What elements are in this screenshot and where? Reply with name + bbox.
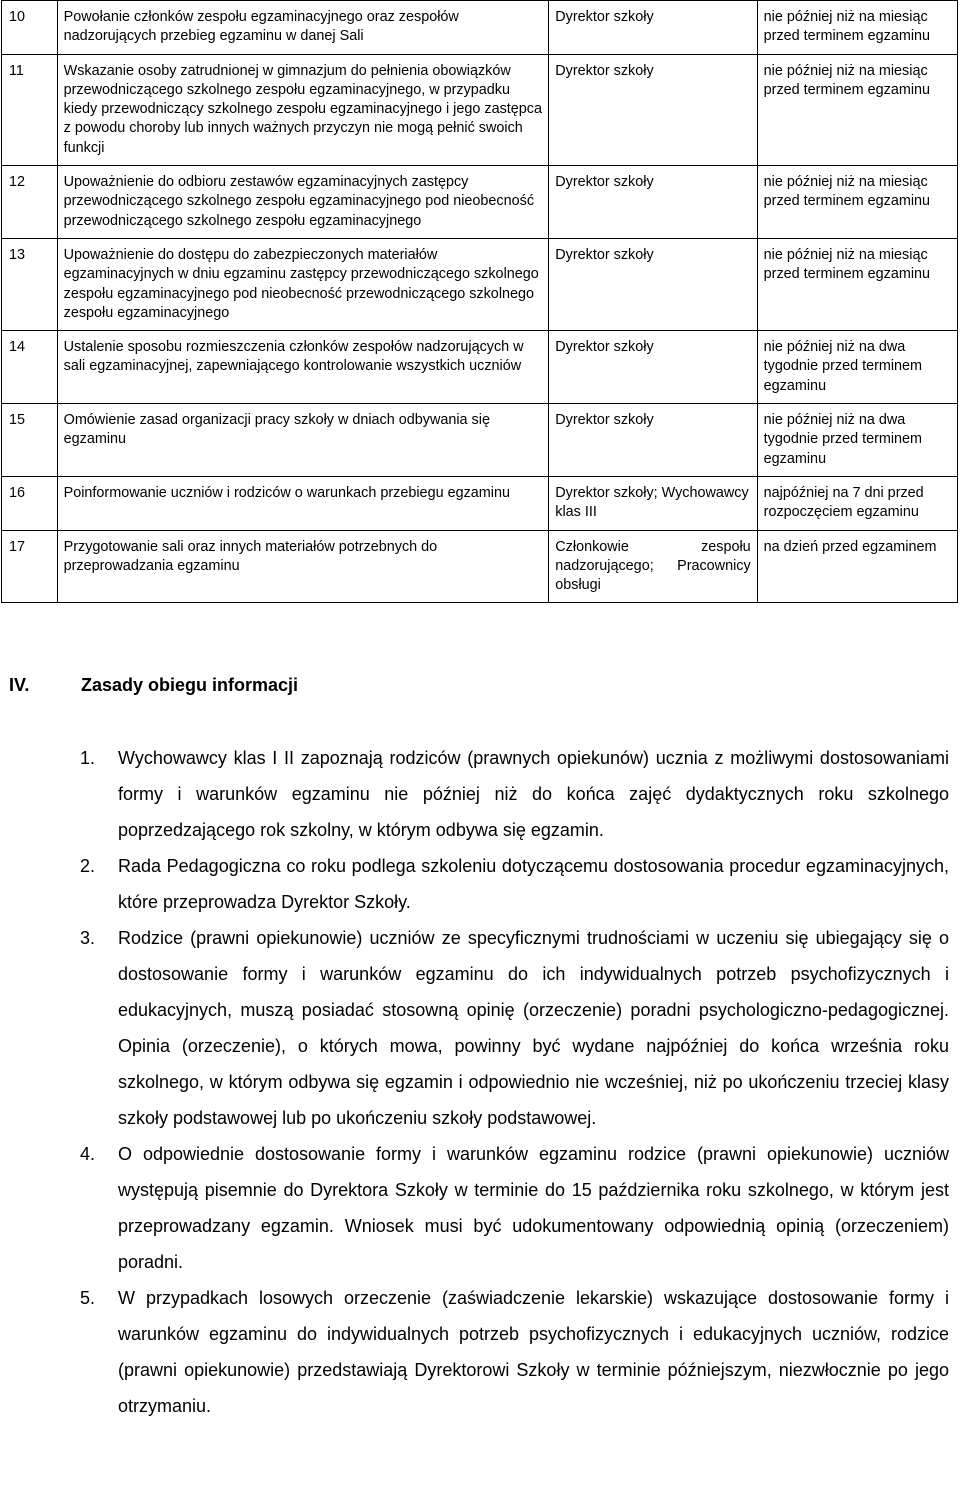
responsible-person: Dyrektor szkoły	[549, 54, 757, 165]
task-description: Wskazanie osoby zatrudnionej w gimnazjum do pełnienia obowiązków przewodniczącego szkolnego zespołu egzaminacyjnego, w przypadku kiedy przewodniczący szkolnego zespołu egzaminacyjnego i jego zastępca z powodu choroby lub innych ważnych przyczyn nie mogą pełnić swoich funkcji	[57, 54, 549, 165]
section-number: IV.	[9, 675, 30, 695]
table-row	[2, 238, 958, 330]
deadline: nie później niż na dwa tygodnie przed terminem egzaminu	[757, 331, 957, 404]
deadline: na dzień przed egzaminem	[757, 530, 957, 603]
list-item	[80, 920, 949, 1136]
rule-number: 5.	[80, 1288, 96, 1308]
rule-text: Rodzice (prawni opiekunowie) uczniów ze specyficznymi trudnościami w uczeniu się ubiegający się o dostosowanie formy i warunków egzaminu do ich indywidualnych potrzeb psychofizycznych i edukacyjnych, muszą posiadać stosowną opinię (orzeczenie) poradni psychologiczno-pedagogicznej. Opinia (orzeczenie), o których mowa, powinny być wydane najpóźniej do końca września roku szkolnego, w którym odbywa się egzamin i odpowiednio nie wcześniej, niż po ukończeniu trzeciej klasy szkoły podstawowej lub po ukończeniu szkoły podstawowej.	[118, 928, 949, 1128]
row-number: 15	[2, 404, 58, 477]
table-row	[2, 166, 958, 239]
section-heading	[9, 675, 298, 696]
responsible-person: Dyrektor szkoły	[549, 404, 757, 477]
responsible-person: Członkowie zespołu nadzorującego; Pracownicy obsługi	[549, 530, 757, 603]
rule-text: W przypadkach losowych orzeczenie (zaświadczenie lekarskie) wskazujące dostosowanie formy i warunków egzaminu do indywidualnych potrzeb psychofizycznych i edukacyjnych uczniów, rodzice (prawni opiekunowie) przedstawiają Dyrektorowi Szkoły w terminie późniejszym, niezwłocznie po jego otrzymaniu.	[118, 1288, 949, 1416]
list-item	[80, 1280, 949, 1424]
rule-number: 1.	[80, 748, 96, 768]
table-row	[2, 404, 958, 477]
deadline: nie później niż na miesiąc przed terminem egzaminu	[757, 1, 957, 55]
section-title: Zasady obiegu informacji	[81, 675, 299, 695]
list-item	[80, 1136, 949, 1280]
row-number: 13	[2, 238, 58, 330]
responsible-person: Dyrektor szkoły	[549, 166, 757, 239]
task-description: Ustalenie sposobu rozmieszczenia członków zespołów nadzorujących w sali egzaminacyjnej, zapewniającego kontrolowanie wszystkich uczniów	[57, 331, 549, 404]
task-description: Upoważnienie do odbioru zestawów egzaminacyjnych zastępcy przewodniczącego szkolnego zespołu egzaminacyjnego pod nieobecność przewodniczącego szkolnego zespołu egzaminacyjnego	[57, 166, 549, 239]
row-number: 16	[2, 476, 58, 530]
exam-schedule-table	[1, 0, 958, 603]
row-number: 11	[2, 54, 58, 165]
rule-text: Wychowawcy klas I II zapoznają rodziców (prawnych opiekunów) ucznia z możliwymi dostosowaniami formy i warunków egzaminu nie później niż do końca zajęć dydaktycznych roku szkolnego poprzedzającego rok szkolny, w którym odbywa się egzamin.	[118, 748, 949, 840]
table-row	[2, 530, 958, 603]
deadline: nie później niż na dwa tygodnie przed terminem egzaminu	[757, 404, 957, 477]
rule-text: O odpowiednie dostosowanie formy i warunków egzaminu rodzice (prawni opiekunowie) uczniów występują pisemnie do Dyrektora Szkoły w terminie do 15 października roku szkolnego, w którym jest przeprowadzany egzamin. Wniosek musi być udokumentowany odpowiednią opinią (orzeczeniem) poradni.	[118, 1144, 949, 1272]
row-number: 17	[2, 530, 58, 603]
rules-list	[80, 740, 949, 1424]
task-description: Przygotowanie sali oraz innych materiałów potrzebnych do przeprowadzania egzaminu	[57, 530, 549, 603]
responsible-person: Dyrektor szkoły	[549, 238, 757, 330]
task-description: Upoważnienie do dostępu do zabezpieczonych materiałów egzaminacyjnych w dniu egzaminu zastępcy przewodniczącego szkolnego zespołu egzaminacyjnego pod nieobecność przewodniczącego szkolnego zespołu egzaminacyjnego	[57, 238, 549, 330]
task-description: Poinformowanie uczniów i rodziców o warunkach przebiegu egzaminu	[57, 476, 549, 530]
row-number: 12	[2, 166, 58, 239]
deadline: najpóźniej na 7 dni przed rozpoczęciem egzaminu	[757, 476, 957, 530]
row-number: 14	[2, 331, 58, 404]
task-description: Powołanie członków zespołu egzaminacyjnego oraz zespołów nadzorujących przebieg egzaminu w danej Sali	[57, 1, 549, 55]
rule-text: Rada Pedagogiczna co roku podlega szkoleniu dotyczącemu dostosowania procedur egzaminacyjnych, które przeprowadza Dyrektor Szkoły.	[118, 856, 949, 912]
rule-number: 3.	[80, 928, 96, 948]
deadline: nie później niż na miesiąc przed terminem egzaminu	[757, 166, 957, 239]
deadline: nie później niż na miesiąc przed terminem egzaminu	[757, 54, 957, 165]
table-row	[2, 1, 958, 55]
deadline: nie później niż na miesiąc przed terminem egzaminu	[757, 238, 957, 330]
list-item	[80, 848, 949, 920]
list-item	[80, 740, 949, 848]
responsible-person: Dyrektor szkoły; Wychowawcy klas III	[549, 476, 757, 530]
rule-number: 2.	[80, 856, 96, 876]
task-description: Omówienie zasad organizacji pracy szkoły w dniach odbywania się egzaminu	[57, 404, 549, 477]
table-row	[2, 331, 958, 404]
table-row	[2, 476, 958, 530]
table-row	[2, 54, 958, 165]
responsible-person: Dyrektor szkoły	[549, 1, 757, 55]
row-number: 10	[2, 1, 58, 55]
rule-number: 4.	[80, 1144, 96, 1164]
responsible-person: Dyrektor szkoły	[549, 331, 757, 404]
